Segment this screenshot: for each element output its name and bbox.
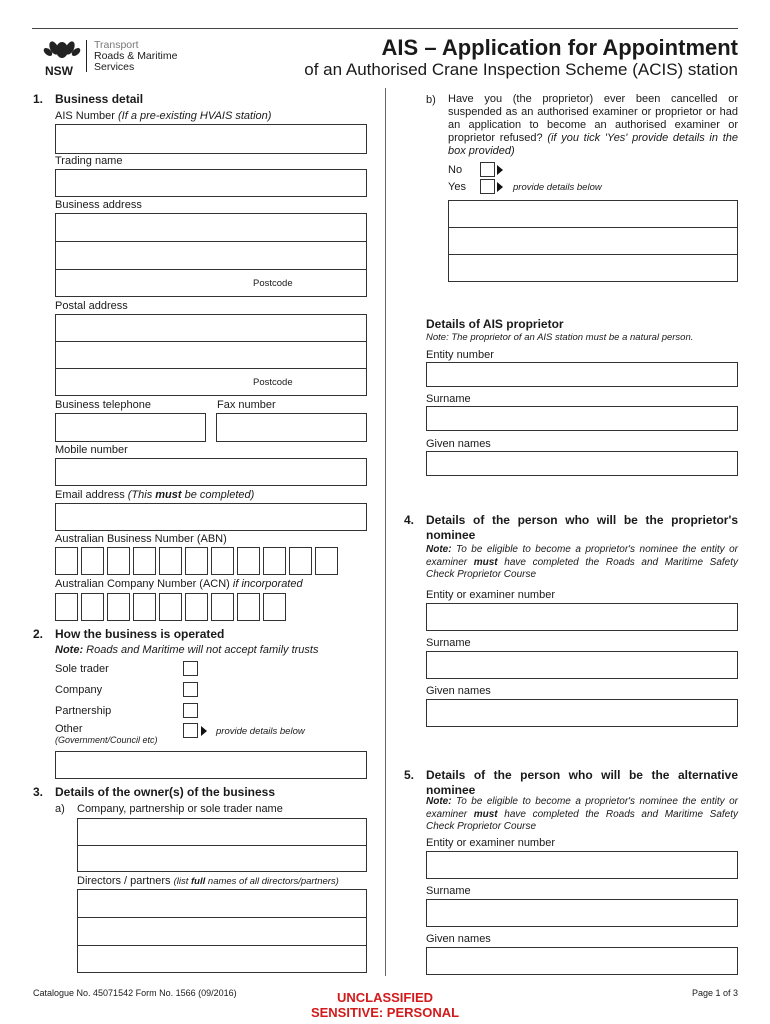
- alt-nominee-surname-input[interactable]: [426, 899, 738, 927]
- directors-hint-full: full: [191, 876, 206, 887]
- section-5-note-text-b: have completed the Roads and Maritime Safety Check Proprietor Course: [426, 808, 738, 832]
- section-2-note-text: Roads and Maritime will not accept family trusts: [83, 644, 319, 656]
- section-4-number: 4.: [404, 513, 415, 527]
- logo-state: NSW: [45, 64, 73, 78]
- nominee-entity-label: Entity or examiner number: [426, 589, 555, 601]
- section-1-number: 1.: [33, 92, 44, 106]
- acn-label-text: Australian Company Number (ACN): [55, 578, 233, 590]
- proprietor-given-input[interactable]: [426, 451, 738, 476]
- classification-line1: UNCLASSIFIED: [336, 990, 434, 1005]
- trading-name-label: Trading name: [55, 155, 123, 167]
- classification-marking: [285, 990, 485, 1020]
- section-4-note-label: Note:: [426, 544, 452, 555]
- proprietor-note: Note: The proprietor of an AIS station must be a natural person.: [426, 332, 694, 343]
- ais-number-input[interactable]: [55, 124, 367, 154]
- logo-separator: [86, 40, 87, 72]
- business-address-line2[interactable]: [56, 242, 366, 270]
- section-3a-letter: a): [55, 803, 65, 815]
- column-divider: [385, 88, 386, 976]
- directors-hint-b: names of all directors/partners): [205, 876, 339, 887]
- sole-trader-label: Sole trader: [55, 663, 109, 675]
- ais-number-label-text: AIS Number: [55, 110, 115, 122]
- postal-address-input[interactable]: [55, 314, 367, 396]
- section-2-note-label: Note:: [55, 644, 84, 656]
- abn-digit[interactable]: [81, 547, 104, 575]
- proprietor-title: Details of AIS proprietor: [426, 317, 564, 331]
- section-3-title: Details of the owner(s) of the business: [55, 785, 276, 799]
- section-4-note-text-b: have completed the Roads and Maritime Safety Check Proprietor Course: [426, 556, 738, 580]
- directors-label-hint: [174, 876, 339, 887]
- section-5-title: Details of the person who will be the alternative nominee: [426, 768, 738, 797]
- business-address-label: Business address: [55, 199, 142, 211]
- section-4-note: [426, 544, 738, 582]
- waratah-icon: [42, 38, 82, 60]
- form-subtitle: of an Authorised Crane Inspection Scheme (ACIS) station: [304, 60, 738, 79]
- alt-nominee-given-input[interactable]: [426, 947, 738, 975]
- directors-hint-a: (list: [173, 876, 192, 887]
- email-label-text: Email address: [55, 489, 125, 501]
- nominee-surname-label: Surname: [426, 637, 471, 649]
- sole-trader-checkbox[interactable]: [183, 661, 198, 676]
- business-address-line3[interactable]: [56, 270, 366, 296]
- fax-number-input[interactable]: [216, 413, 367, 442]
- abn-digit[interactable]: [263, 547, 286, 575]
- section-5-note-must: must: [473, 808, 498, 820]
- nominee-entity-input[interactable]: [426, 603, 738, 631]
- section-1-title: Business detail: [55, 92, 144, 106]
- fax-number-label: Fax number: [217, 399, 276, 411]
- abn-digit[interactable]: [289, 547, 312, 575]
- section-5-note-label: Note:: [426, 796, 452, 807]
- arrow-right-icon: [497, 165, 503, 175]
- other-provide-details: provide details below: [216, 726, 305, 737]
- cancelled-details-input[interactable]: [448, 200, 738, 282]
- business-address-input[interactable]: [55, 213, 367, 297]
- abn-digit[interactable]: [133, 547, 156, 575]
- postal-address-line3[interactable]: [56, 369, 366, 395]
- abn-digit[interactable]: [237, 547, 260, 575]
- other-details-input[interactable]: [55, 751, 367, 779]
- email-label-hint: [128, 489, 255, 501]
- nominee-surname-input[interactable]: [426, 651, 738, 679]
- section-3b-question-hint: (if you tick 'Yes' provide details in the box provided): [448, 132, 738, 157]
- alt-nominee-entity-label: Entity or examiner number: [426, 837, 555, 849]
- cancelled-no-label: No: [448, 164, 463, 176]
- cancelled-details-line2[interactable]: [449, 228, 737, 255]
- nominee-given-label: Given names: [426, 685, 491, 697]
- postal-postcode-label: Postcode: [253, 377, 293, 388]
- proprietor-surname-input[interactable]: [426, 406, 738, 431]
- partnership-label: Partnership: [55, 705, 112, 717]
- abn-digit[interactable]: [159, 547, 182, 575]
- trading-name-input[interactable]: [55, 169, 367, 197]
- abn-digit[interactable]: [107, 547, 130, 575]
- abn-digit[interactable]: [315, 547, 338, 575]
- directors-label: [77, 875, 339, 887]
- email-hint-b: be completed): [181, 489, 255, 501]
- acn-digit[interactable]: [185, 593, 208, 621]
- abn-digit[interactable]: [55, 547, 78, 575]
- company-label: Company: [55, 684, 103, 696]
- directors-line3[interactable]: [78, 946, 366, 972]
- acn-digit[interactable]: [159, 593, 182, 621]
- company-name-line1[interactable]: [78, 819, 366, 846]
- catalogue-number: Catalogue No. 45071542 Form No. 1566 (09/2016): [33, 988, 237, 998]
- other-label: Other: [55, 723, 83, 735]
- abn-label: Australian Business Number (ABN): [55, 533, 227, 545]
- company-name-label: Company, partnership or sole trader name: [77, 803, 283, 815]
- abn-input-grid[interactable]: [55, 547, 338, 575]
- nsw-logo: [42, 38, 82, 78]
- logo-org-name: [94, 40, 177, 73]
- section-2-number: 2.: [33, 627, 44, 641]
- cancelled-details-line1[interactable]: [449, 201, 737, 228]
- acn-digit[interactable]: [263, 593, 286, 621]
- postal-address-label: Postal address: [55, 300, 128, 312]
- logo-org-line3: Services: [94, 61, 135, 73]
- acn-digit[interactable]: [55, 593, 78, 621]
- arrow-right-icon: [201, 726, 207, 736]
- email-address-label: [55, 489, 254, 501]
- directors-line1[interactable]: [78, 890, 366, 918]
- proprietor-surname-label: Surname: [426, 393, 471, 405]
- logo-org-line2: Roads & Maritime: [94, 50, 178, 62]
- email-address-input[interactable]: [55, 503, 367, 531]
- business-telephone-input[interactable]: [55, 413, 206, 442]
- cancelled-no-checkbox[interactable]: [480, 162, 495, 177]
- abn-digit[interactable]: [185, 547, 208, 575]
- acn-digit[interactable]: [211, 593, 234, 621]
- nominee-given-input[interactable]: [426, 699, 738, 727]
- business-postcode-label: Postcode: [253, 278, 293, 289]
- form-title: AIS – Application for Appointment: [381, 35, 738, 60]
- proprietor-given-label: Given names: [426, 438, 491, 450]
- acn-label: [55, 578, 303, 590]
- logo-org-line1: Transport: [94, 39, 139, 51]
- section-3b-question-text: Have you (the proprietor) ever been cancelled or suspended as an authorised examiner or proprietor or had an application to become an authorised examiner or proprietor refused?: [448, 93, 738, 144]
- acn-digit[interactable]: [133, 593, 156, 621]
- cancelled-yes-checkbox[interactable]: [480, 179, 495, 194]
- section-4-title: Details of the person who will be the proprietor's nominee: [426, 513, 738, 542]
- directors-line2[interactable]: [78, 918, 366, 946]
- cancelled-yes-label: Yes: [448, 181, 466, 193]
- acn-label-hint: if incorporated: [232, 578, 303, 590]
- acn-digit[interactable]: [107, 593, 130, 621]
- other-sublabel: (Government/Council etc): [55, 735, 158, 745]
- section-2-note: [55, 644, 318, 656]
- proprietor-entity-input[interactable]: [426, 362, 738, 387]
- company-name-input[interactable]: [77, 818, 367, 872]
- section-2-title: How the business is operated: [55, 627, 225, 641]
- classification-line2: SENSITIVE: PERSONAL: [310, 1005, 460, 1020]
- partnership-checkbox[interactable]: [183, 703, 198, 718]
- company-name-line2[interactable]: [78, 846, 366, 871]
- postal-address-line2[interactable]: [56, 342, 366, 369]
- cancelled-details-line3[interactable]: [449, 255, 737, 281]
- acn-input-grid[interactable]: [55, 593, 286, 621]
- ais-number-hint: (If a pre-existing HVAIS station): [117, 110, 272, 122]
- top-rule: [32, 28, 738, 29]
- section-5-note-text-a: To be eligible to become a proprietor's nominee the entity or examiner: [426, 796, 738, 820]
- arrow-right-icon: [497, 182, 503, 192]
- section-3b-question: [448, 93, 738, 158]
- section-3-number: 3.: [33, 785, 44, 799]
- proprietor-entity-label: Entity number: [426, 349, 494, 361]
- ais-number-label: [55, 110, 271, 122]
- acn-digit[interactable]: [81, 593, 104, 621]
- section-5-note: [426, 796, 738, 834]
- section-5-number: 5.: [404, 768, 415, 782]
- section-4-note-text-a: To be eligible to become a proprietor's nominee the entity or examiner: [426, 544, 738, 568]
- cancelled-provide-details: provide details below: [513, 182, 602, 193]
- other-checkbox[interactable]: [183, 723, 198, 738]
- section-4-note-must: must: [473, 556, 498, 568]
- mobile-number-label: Mobile number: [55, 444, 128, 456]
- alt-nominee-surname-label: Surname: [426, 885, 471, 897]
- business-telephone-label: Business telephone: [55, 399, 152, 411]
- page-number: Page 1 of 3: [691, 988, 738, 998]
- abn-digit[interactable]: [211, 547, 234, 575]
- postal-address-line1[interactable]: [56, 315, 366, 342]
- section-3b-letter: b): [426, 94, 436, 106]
- mobile-number-input[interactable]: [55, 458, 367, 486]
- email-hint-must: must: [155, 489, 182, 501]
- company-checkbox[interactable]: [183, 682, 198, 697]
- alt-nominee-entity-input[interactable]: [426, 851, 738, 879]
- directors-label-text: Directors / partners: [77, 875, 174, 887]
- alt-nominee-given-label: Given names: [426, 933, 491, 945]
- directors-input[interactable]: [77, 889, 367, 973]
- email-hint-a: (This: [127, 489, 156, 501]
- business-address-line1[interactable]: [56, 214, 366, 242]
- acn-digit[interactable]: [237, 593, 260, 621]
